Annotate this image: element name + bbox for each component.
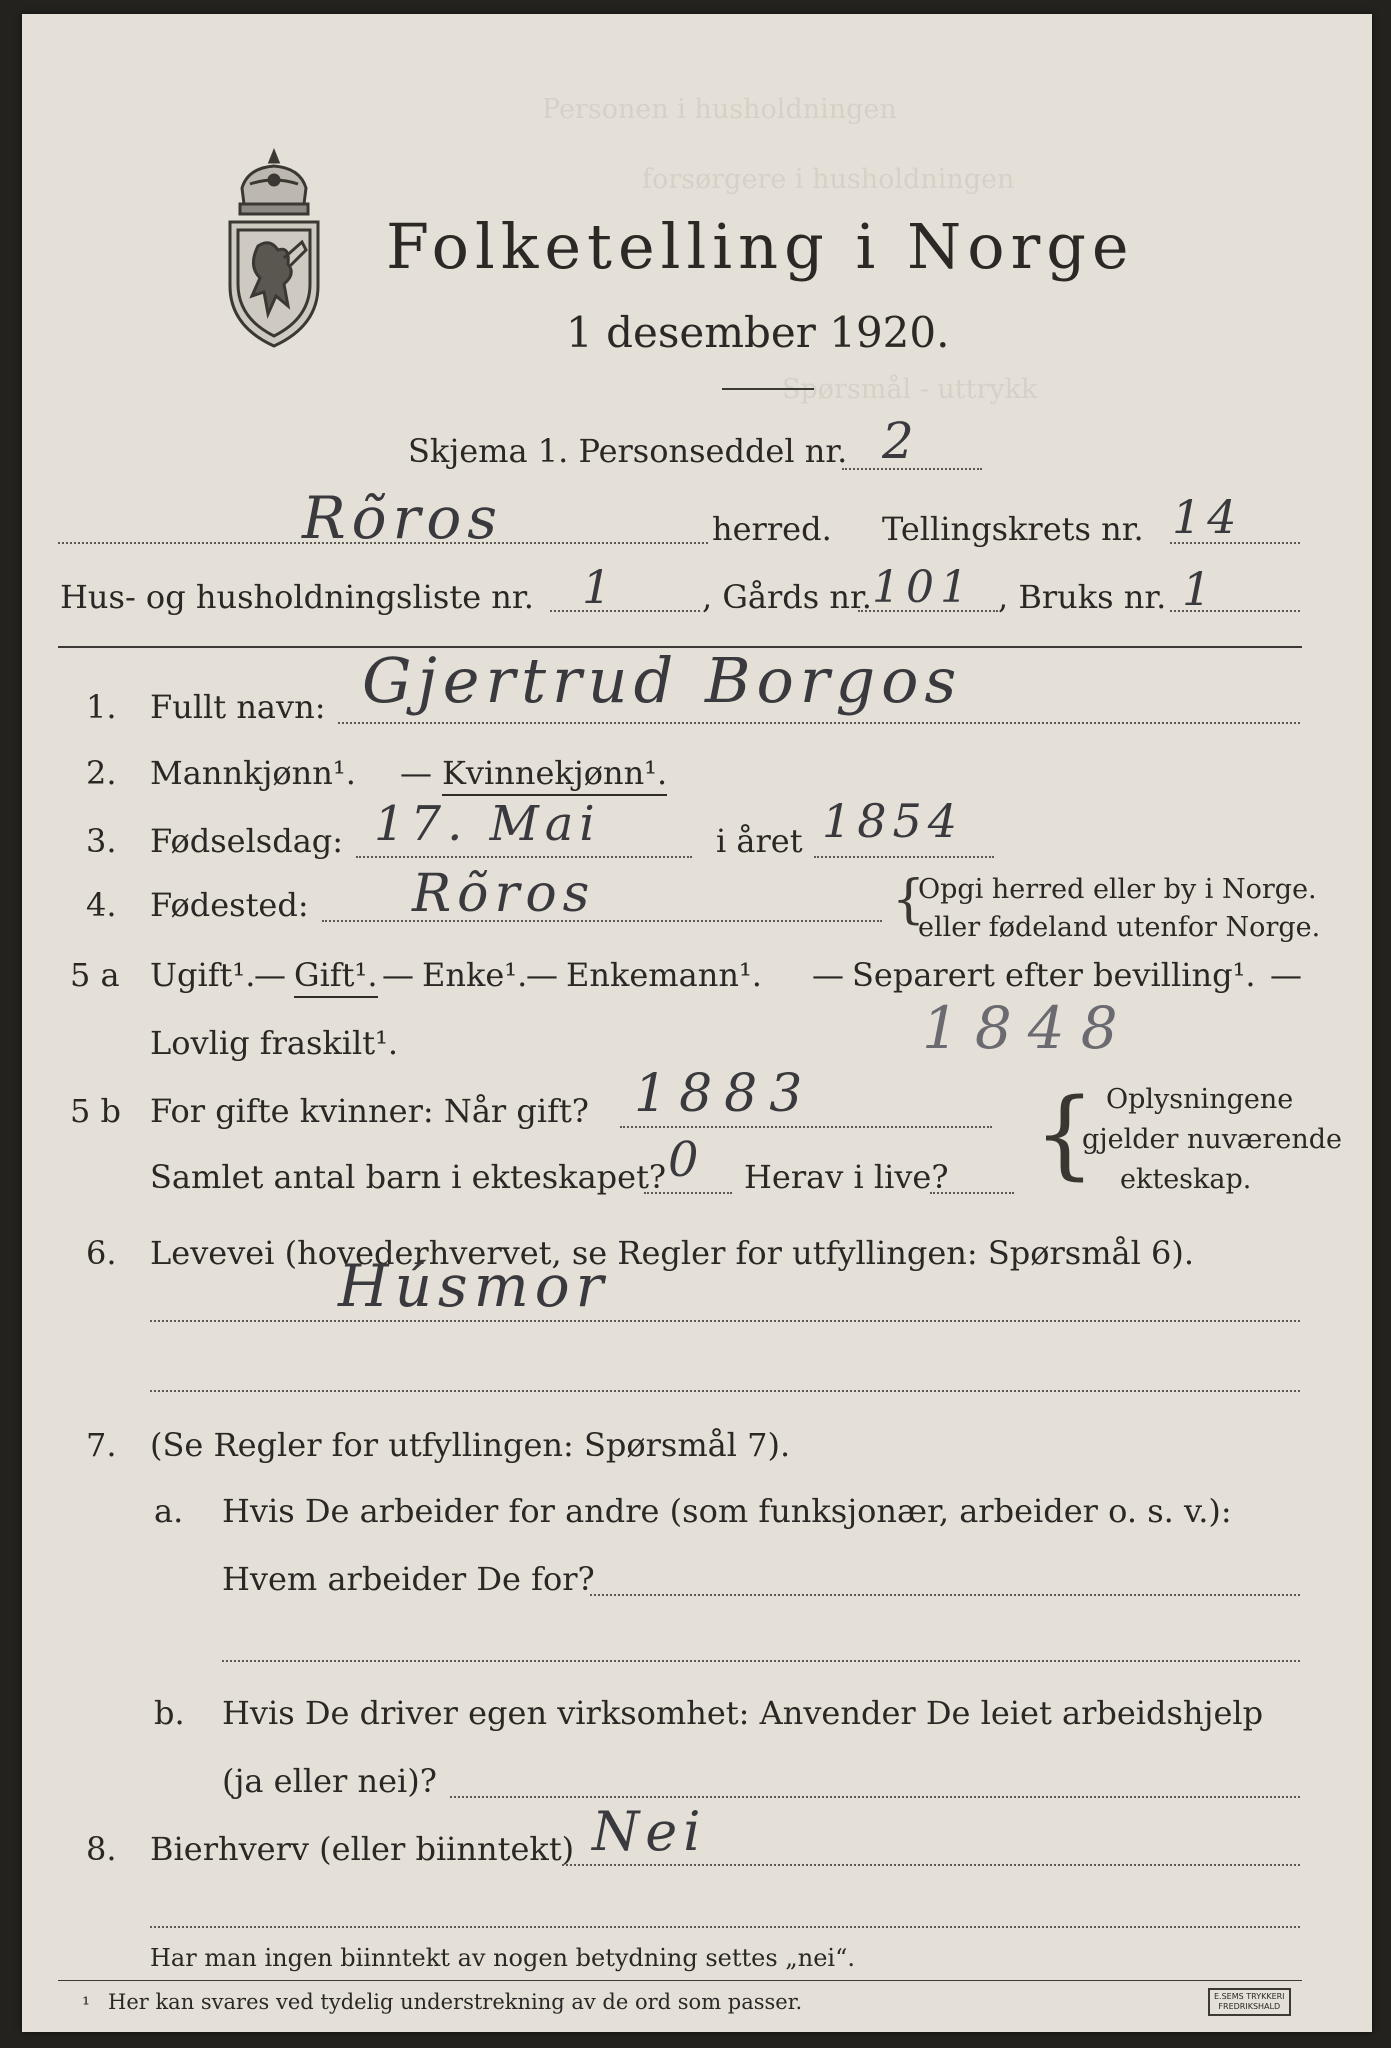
q4-note-1: Opgi herred eller by i Norge. (918, 874, 1317, 905)
full-name-value: Gjertrud Borgos (362, 644, 963, 717)
q4-brace: { (892, 870, 926, 930)
full-name-field[interactable] (338, 722, 1300, 724)
q4-note-2: eller fødeland utenfor Norge. (918, 912, 1321, 943)
children-field[interactable] (644, 1192, 732, 1194)
birthplace-value: Rõros (412, 864, 596, 924)
q4-number: 4. (86, 886, 117, 924)
married-year-field[interactable] (620, 1126, 992, 1128)
children-label: Samlet antal barn i ekteskapet? (150, 1158, 667, 1196)
herred-value: Rõros (302, 484, 503, 552)
occupation-value: Húsmor (338, 1252, 610, 1320)
q3-number: 3. (86, 822, 117, 860)
husholdningsliste-field[interactable] (550, 610, 700, 612)
q5a-annotation: 1848 (922, 994, 1134, 1062)
q3-label: Fødselsdag: (150, 822, 344, 860)
q5b-brace: { (1034, 1078, 1096, 1190)
bruks-value: 1 (1182, 562, 1218, 616)
q5a-gift: Gift¹. (294, 956, 378, 998)
q7-number: 7. (86, 1426, 117, 1464)
tellingskrets-label: Tellingskrets nr. (882, 510, 1144, 548)
census-form: Personen i husholdningen forsørgere i husholdningen Spørsmål - uttrykk Folketelling i Norge 1 desember 1920. Skjema 1. Personseddel nr. 2 Rõros herred. Tellingskrets nr. 14 Hus- og husholdningsliste nr. 1 , Gårds nr. 101 , Bruks nr. 1 1. Fullt navn: Gjertrud Borgos 2. Mannkjønn¹. — Kvinnekjønn¹. 3. Fødselsdag: 17. Mai i året 1854 4. Fødested: Rõros { Opgi herred eller by i Norge. eller fødeland utenfor Norge. 5 a Ugift¹. — Gift¹. — Enke¹. — Enkemann¹. — Separert efter bevilling¹. — Lovlig fraskilt¹. 1848 5 b For gifte kvinner: Når gift? 1883 Samlet antal barn i ekteskapet? 0 Herav i live? { Oplysningene gjelder nuværende ekteskap. 6. Levevei (hovederhvervet, se Regler for utfyllingen: Spørsmål 6). Húsmor 7. (Se Regler for utfyllingen: Spørsmål 7). a. Hvis De arbeider for andre (som funksjonær, arbeider o. s. v.): Hvem arbeider De for? b. Hvis De driver egen virksomhet: Anvender De leiet arbeidshjelp (ja eller nei)? 8. Bierhverv (eller biinntekt) Nei Har man ingen biinntekt av nogen betydning settes „nei“. ¹ Her kan svares ved tydelig understrekning av de ord som passer. E.SEMS TRYKKERI FREDRIKSHALD (22, 14, 1372, 2032)
gards-value: 101 (872, 562, 974, 613)
occupation-field-1[interactable] (150, 1320, 1300, 1322)
employer-field-1[interactable] (590, 1594, 1300, 1596)
q7b-question: (ja eller nei)? (222, 1762, 437, 1800)
q7b-number: b. (154, 1694, 185, 1732)
occupation-field-2[interactable] (150, 1390, 1300, 1392)
q5a-dash-3: — (526, 956, 558, 994)
q6-label: Levevei (hovederhvervet, se Regler for utfyllingen: Spørsmål 6). (150, 1234, 1195, 1272)
birth-year-value: 1854 (822, 794, 964, 848)
form-title: Folketelling i Norge (386, 210, 1135, 283)
q7a-question: Hvem arbeider De for? (222, 1560, 595, 1598)
side-income-field-1[interactable] (562, 1864, 1300, 1866)
q8-label: Bierhverv (eller biinntekt) (150, 1830, 575, 1868)
husholdningsliste-value: 1 (582, 560, 618, 614)
q5a-fraskilt: Lovlig fraskilt¹. (150, 1024, 399, 1062)
printer-stamp-line-1: E.SEMS TRYKKERI (1214, 1992, 1285, 2001)
q5b-number: 5 b (70, 1092, 122, 1130)
footnote-mark: ¹ (82, 1992, 91, 2016)
printer-stamp-line-2: FREDRIKSHALD (1218, 2002, 1281, 2011)
q5a-enkemann: Enkemann¹. (566, 956, 762, 994)
q1-number: 1. (86, 688, 117, 726)
q5a-separert: Separert efter bevilling¹. (852, 956, 1256, 994)
title-divider (722, 388, 814, 390)
schema-label: Skjema 1. Personseddel nr. (408, 432, 848, 470)
q2-female: Kvinnekjønn¹. (442, 754, 667, 796)
birthplace-field[interactable] (322, 920, 882, 922)
q5a-dash-2: — (382, 956, 414, 994)
side-income-field-2[interactable] (150, 1926, 1300, 1928)
q5a-enke: Enke¹. (422, 956, 528, 994)
q7a-number: a. (154, 1492, 184, 1530)
q5a-number: 5 a (70, 956, 120, 994)
footnote-divider (58, 1980, 1302, 1981)
side-income-note: Har man ingen biinntekt av nogen betydning settes „nei“. (150, 1944, 855, 1972)
husholdningsliste-label: Hus- og husholdningsliste nr. (60, 578, 534, 616)
q7-label: (Se Regler for utfyllingen: Spørsmål 7). (150, 1426, 791, 1464)
footnote-text: Her kan svares ved tydelig understrekning av de ord som passer. (108, 1990, 803, 2014)
q1-label: Fullt navn: (150, 688, 326, 726)
bruks-label: , Bruks nr. (998, 578, 1167, 616)
q7b-text: Hvis De driver egen virksomhet: Anvender De leiet arbeidshjelp (222, 1694, 1264, 1732)
norwegian-coat-of-arms-icon (218, 146, 330, 351)
q6-number: 6. (86, 1234, 117, 1272)
birthday-field[interactable] (356, 856, 692, 858)
alive-label: Herav i live? (744, 1158, 949, 1196)
q5a-dash-4: — (812, 956, 844, 994)
birth-year-field[interactable] (814, 856, 994, 858)
side-income-value: Nei (592, 1800, 707, 1863)
year-label: i året (716, 822, 803, 860)
q5a-ugift: Ugift¹. (150, 956, 256, 994)
q4-label: Fødested: (150, 886, 309, 924)
printer-stamp (1208, 1988, 1291, 2016)
alive-field[interactable] (930, 1192, 1014, 1194)
q5b-note-1: Oplysningene (1106, 1084, 1294, 1115)
form-date: 1 desember 1920. (566, 308, 950, 357)
employer-field-2[interactable] (222, 1660, 1300, 1662)
tellingskrets-value: 14 (1172, 490, 1243, 544)
q2-male: Mannkjønn¹. (150, 754, 356, 792)
q2-dash: — (400, 754, 432, 792)
personseddel-value: 2 (882, 412, 920, 470)
herred-label: herred. (712, 510, 832, 548)
hired-help-field[interactable] (450, 1796, 1300, 1798)
married-year-value: 1883 (634, 1064, 815, 1124)
birthday-value: 17. Mai (374, 796, 601, 852)
q8-number: 8. (86, 1830, 117, 1868)
children-value: 0 (668, 1132, 705, 1188)
q5a-dash-5: — (1270, 956, 1302, 994)
gards-label: , Gårds nr. (702, 578, 872, 616)
q5a-dash-1: — (254, 956, 286, 994)
q2-number: 2. (86, 754, 117, 792)
q7a-text: Hvis De arbeider for andre (som funksjonær, arbeider o. s. v.): (222, 1492, 1232, 1530)
q5b-note-3: ekteskap. (1120, 1164, 1252, 1195)
q5b-note-2: gjelder nuværende (1082, 1124, 1342, 1155)
q5b-label: For gifte kvinner: Når gift? (150, 1092, 589, 1130)
